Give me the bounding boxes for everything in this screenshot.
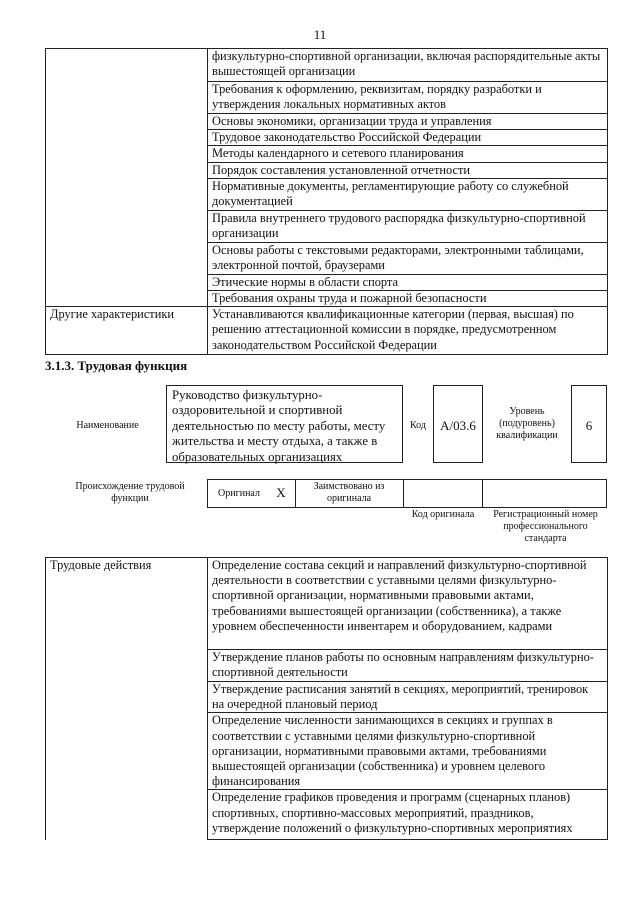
origin-divider (482, 479, 483, 508)
original-label: Оригинал (218, 488, 260, 499)
origin-divider (403, 479, 404, 508)
knowledge-item: Требования к оформлению, реквизитам, порядку разработки и утверждения локальных нормативных актов (208, 82, 608, 114)
registration-number-caption: Регистрационный номер профессионального стандарта (493, 509, 598, 544)
borrowed-label: Заимствовано из оригинала (313, 481, 385, 504)
knowledge-item: Основы работы с текстовыми редакторами, электронными таблицами, электронной почтой, браузерами (208, 242, 608, 274)
origin-divider (295, 479, 296, 508)
knowledge-item: Трудовое законодательство Российской Федерации (208, 130, 608, 146)
other-characteristics-value: Устанавливаются квалификационные категории (первая, высшая) по решению аттестационной комиссии в порядке, предусмотренном законодательством Российской Федерации (208, 307, 608, 355)
original-mark: X (276, 485, 286, 500)
code-box (433, 385, 483, 463)
other-characteristics-label: Другие характеристики (46, 307, 208, 355)
knowledge-item: Основы экономики, организации труда и управления (208, 114, 608, 130)
action-item: Утверждение расписания занятий в секциях, мероприятий, тренировок на очередной плановый период (208, 682, 608, 713)
actions-label: Трудовые действия (46, 558, 208, 840)
action-item: Определение графиков проведения и программ (сценарных планов) спортивных, спортивно-массовых мероприятий, праздников, утверждение положений о физкультурно-спортивных мероприятиях (208, 790, 608, 840)
knowledge-item: Методы календарного и сетевого планирования (208, 146, 608, 162)
action-item: Утверждение планов работы по основным направлениям физкультурно-спортивной деятельности (208, 650, 608, 682)
knowledge-item: Требования охраны труда и пожарной безопасности (208, 291, 608, 307)
page-number: 11 (313, 27, 327, 42)
knowledge-item: физкультурно-спортивной организации, включая распорядительные акты вышестоящей организации (208, 49, 608, 82)
actions-table (45, 557, 608, 840)
level-value: 6 (585, 418, 593, 433)
action-item: Определение состава секций и направлений физкультурно-спортивной деятельности в соответствии с уставными целями физкультурно-спортивной организации, нормативными правовыми актами, требованиями вышестоящей организации (собственника), а также уровнем обеспеченности инвентарем и оборудованием, кадрами (208, 558, 608, 650)
action-item: Определение численности занимающихся в секциях и группах в соответствии с уставными целями физкультурно-спортивной организации, нормативными правовыми актами, требованиями вышестоящей организации (собственника) и уровнем целевого финансирования (208, 713, 608, 790)
origin-label: Происхождение трудовой функции (75, 481, 185, 504)
function-name-box (166, 385, 403, 463)
level-label: Уровень (подуровень) квалификации (496, 406, 558, 441)
knowledge-table (45, 48, 608, 355)
code-value: A/03.6 (440, 418, 476, 433)
name-label: Наименование (76, 420, 139, 431)
empty-label-cell (46, 49, 208, 307)
function-name: Руководство физкультурно-оздоровительной и спортивной деятельностью по месту работы, месту жительства и месту отдыха, а также в образовательных организациях (172, 388, 386, 464)
level-box (571, 385, 607, 463)
code-original-caption: Код оригинала (411, 509, 475, 520)
knowledge-item: Этические нормы в области спорта (208, 274, 608, 290)
section-heading: 3.1.3. Трудовая функция (45, 358, 188, 373)
knowledge-item: Правила внутреннего трудового распорядка физкультурно-спортивной организации (208, 210, 608, 242)
knowledge-item: Нормативные документы, регламентирующие работу со служебной документацией (208, 178, 608, 210)
code-label: Код (410, 420, 426, 431)
knowledge-item: Порядок составления установленной отчетности (208, 162, 608, 178)
